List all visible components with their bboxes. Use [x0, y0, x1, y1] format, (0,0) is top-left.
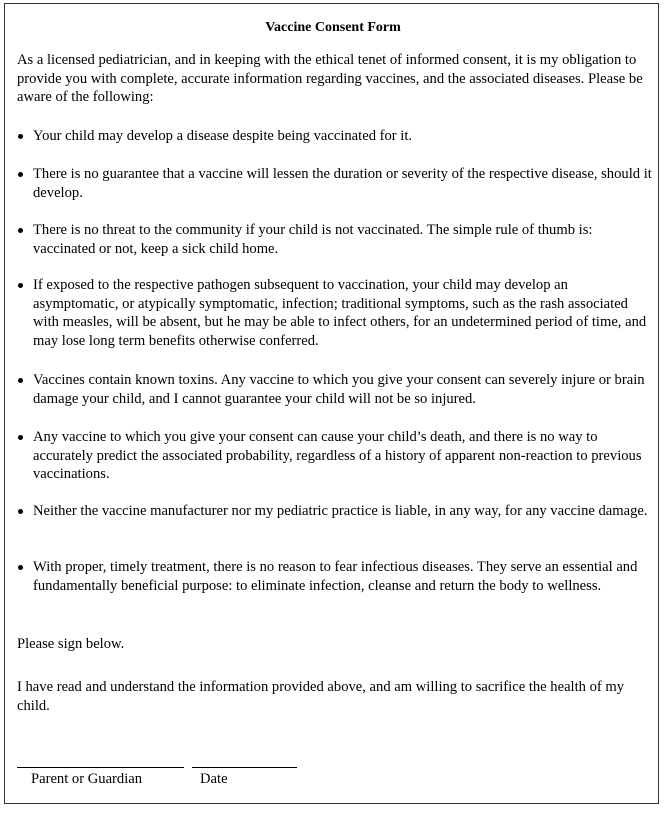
bullet-text: If exposed to the respective pathogen subsequent to vaccination, your child may develop an asymptomatic, or atypically symptomatic, infection; traditional symptoms, such as the rash associated with measles, will be absent, but he may be able to infect others, for an undetermined period of time, and may lose long term benefits otherwise conferred. — [33, 277, 647, 349]
bullet-item — [17, 428, 657, 484]
bullet-item — [17, 276, 657, 350]
date-label: Date — [200, 771, 228, 787]
bullet-item — [17, 221, 657, 258]
bullet-icon — [18, 565, 23, 570]
date-signature-line[interactable] — [192, 767, 297, 768]
acknowledgement-paragraph: I have read and understand the information provided above, and am willing to sacrifice the health of my child. — [17, 679, 625, 714]
bullet-text: Your child may develop a disease despite being vaccinated for it. — [33, 128, 413, 144]
bullet-item — [17, 165, 657, 202]
bullet-text: Any vaccine to which you give your consent can cause your child’s death, and there is no way to accurately predict the associated probability, regardless of a history of apparent non-reaction to previous vaccinations. — [33, 429, 642, 482]
sign-prompt: Please sign below. — [17, 636, 125, 652]
guardian-label: Parent or Guardian — [31, 771, 143, 787]
bullet-icon — [18, 172, 23, 177]
bullet-item — [17, 127, 657, 146]
form-title: Vaccine Consent Form — [265, 20, 401, 35]
bullet-text: Neither the vaccine manufacturer nor my pediatric practice is liable, in any way, for any vaccine damage. — [33, 503, 648, 519]
bullet-text: Vaccines contain known toxins. Any vaccine to which you give your consent can severely injure or brain damage your child, and I cannot guarantee your child will not be so injured. — [33, 372, 645, 407]
bullet-item — [17, 558, 657, 595]
bullet-item — [17, 502, 657, 521]
bullet-icon — [18, 134, 23, 139]
bullet-icon — [18, 283, 23, 288]
bullet-text: There is no threat to the community if your child is not vaccinated. The simple rule of thumb is: vaccinated or not, keep a sick child home. — [33, 222, 593, 257]
guardian-signature-line[interactable] — [17, 767, 184, 768]
bullet-icon — [18, 435, 23, 440]
bullet-icon — [18, 378, 23, 383]
bullet-text: With proper, timely treatment, there is no reason to fear infectious diseases. They serve an essential and fundamentally beneficial purpose: to eliminate infection, cleanse and return the body to wellness. — [33, 559, 638, 594]
bullet-text: There is no guarantee that a vaccine will lessen the duration or severity of the respective disease, should it develop. — [33, 166, 652, 201]
intro-paragraph: As a licensed pediatrician, and in keeping with the ethical tenet of informed consent, it is my obligation to provide you with complete, accurate information regarding vaccines, and the associated diseases. Please be aware of the following: — [17, 52, 643, 105]
bullet-item — [17, 371, 657, 408]
bullet-icon — [18, 509, 23, 514]
bullet-icon — [18, 228, 23, 233]
